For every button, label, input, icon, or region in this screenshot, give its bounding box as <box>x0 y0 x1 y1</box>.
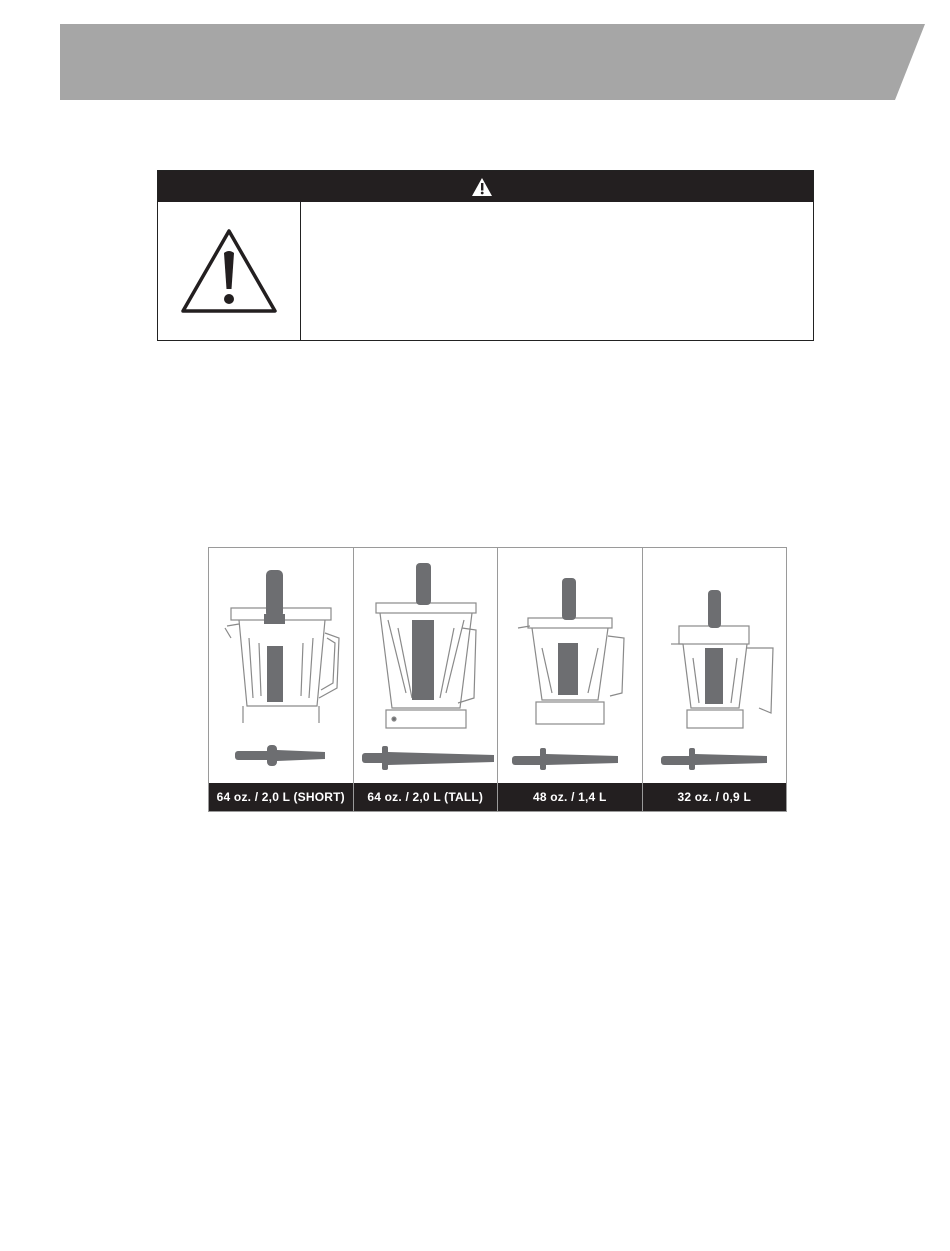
blender-container-48oz-icon <box>498 548 642 783</box>
figure-caption-64oz-tall: 64 oz. / 2,0 L (TALL) <box>354 783 498 811</box>
warning-icon-cell <box>158 202 301 340</box>
figure-caption-32oz: 32 oz. / 0,9 L <box>643 783 787 811</box>
tamper-container-figure <box>208 547 787 812</box>
figure-caption-48oz: 48 oz. / 1,4 L <box>498 783 642 811</box>
figure-panel-64oz-tall <box>354 548 499 811</box>
warning-triangle-small-icon <box>471 177 493 197</box>
blender-container-32oz-icon <box>643 548 787 783</box>
warning-header <box>158 171 813 202</box>
warning-text-cell <box>301 202 813 340</box>
figure-panel-48oz <box>498 548 643 811</box>
figure-panel-32oz <box>643 548 787 811</box>
blender-container-short-icon <box>209 548 353 783</box>
blender-container-tall-icon <box>354 548 498 783</box>
warning-triangle-icon <box>179 227 279 315</box>
figure-panel-64oz-short <box>209 548 354 811</box>
header-banner <box>0 0 950 110</box>
warning-box <box>157 170 814 341</box>
figure-caption-64oz-short: 64 oz. / 2,0 L (SHORT) <box>209 783 353 811</box>
